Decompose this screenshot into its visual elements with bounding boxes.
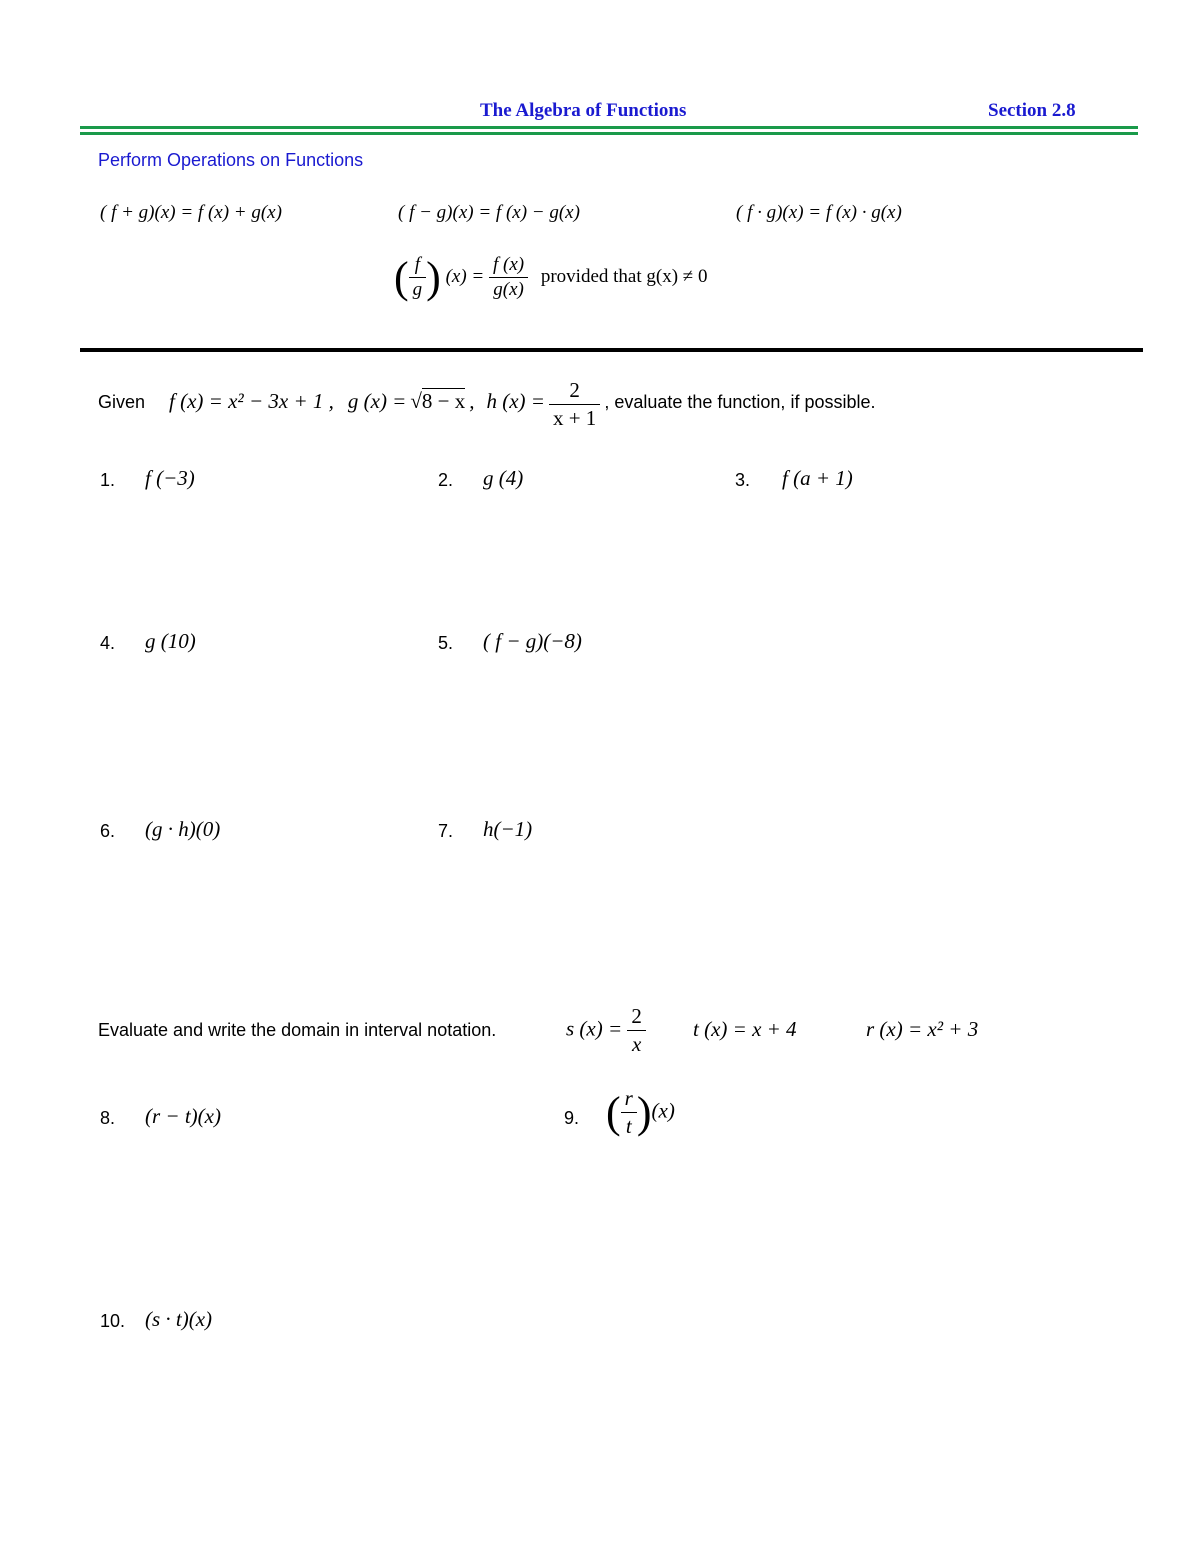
quotient-condition: provided that g(x) ≠ 0 [540, 265, 708, 287]
problem-10-number: 10. [100, 1311, 126, 1331]
given-label: Given [98, 392, 146, 413]
problem-5-expression: ( f − g)(−8) [483, 629, 582, 653]
problem-9-fraction: $\frac{r}{t}$ [621, 1086, 637, 1139]
section-label: Section 2.8 [988, 100, 1076, 121]
product-rule: ( f · g)(x) = f (x) · g(x) [736, 202, 902, 223]
sum-rule: ( f + g)(x) = f (x) + g(x) [100, 202, 282, 223]
quotient-left-fraction: $\frac{f}{g}$ [409, 254, 427, 301]
difference-rule: ( f − g)(x) = f (x) − g(x) [398, 202, 580, 223]
header-rule-top [80, 126, 1138, 129]
problem-4-expression: g (10) [145, 629, 196, 653]
quotient-arg: (x) = [445, 265, 485, 287]
problem-1-number: 1. [100, 470, 116, 490]
header-rule-bottom [80, 132, 1138, 135]
problem-7-expression: h(−1) [483, 817, 533, 841]
given-instruction: , evaluate the function, if possible. [604, 392, 876, 413]
left-paren: ( [394, 253, 409, 302]
t-definition: t (x) = x + 4 [693, 1017, 797, 1041]
given-line [98, 378, 875, 431]
quotient-right-fraction: $\frac{f (x)}{g(x)}$ [489, 254, 528, 301]
problem-10-expression: (s · t)(x) [145, 1307, 213, 1331]
problem-8-number: 8. [100, 1108, 116, 1128]
problem-4-number: 4. [100, 633, 116, 653]
problem-1-expression: f (−3) [145, 466, 195, 490]
s-definition: s (x) = $\frac{2}{x}$ [566, 1004, 646, 1057]
quotient-rule [394, 252, 707, 303]
problem-8-expression: (r − t)(x) [145, 1104, 221, 1128]
h-definition-prefix: h (x) = [486, 389, 545, 414]
problem-7-number: 7. [438, 821, 454, 841]
problem-9-expression: ( $\frac{r}{t}$ )(x) [606, 1086, 675, 1138]
g-definition-suffix: , [469, 389, 475, 414]
r-definition: r (x) = x² + 3 [866, 1017, 979, 1041]
problem-2-number: 2. [438, 470, 454, 490]
problem-6-number: 6. [100, 821, 116, 841]
problem-6-expression: (g · h)(0) [145, 817, 221, 841]
problem-5-number: 5. [438, 633, 454, 653]
f-definition: f (x) = x² − 3x + 1 , [169, 389, 334, 414]
s-fraction: $\frac{2}{x}$ [627, 1004, 646, 1057]
g-definition-radical: √8 − x [410, 389, 466, 414]
page-title: The Algebra of Functions [480, 100, 687, 121]
problem-9-number: 9. [564, 1108, 580, 1128]
domain-instruction: Evaluate and write the domain in interval notation. [98, 1020, 497, 1040]
problem-3-number: 3. [735, 470, 751, 490]
right-paren: ) [426, 253, 441, 302]
section-divider [80, 348, 1143, 352]
problem-3-expression: f (a + 1) [782, 466, 853, 490]
problem-2-expression: g (4) [483, 466, 524, 490]
g-definition-prefix: g (x) = [347, 389, 407, 414]
h-fraction: $\frac{2}{x + 1}$ [549, 378, 600, 431]
subheading: Perform Operations on Functions [98, 150, 364, 170]
